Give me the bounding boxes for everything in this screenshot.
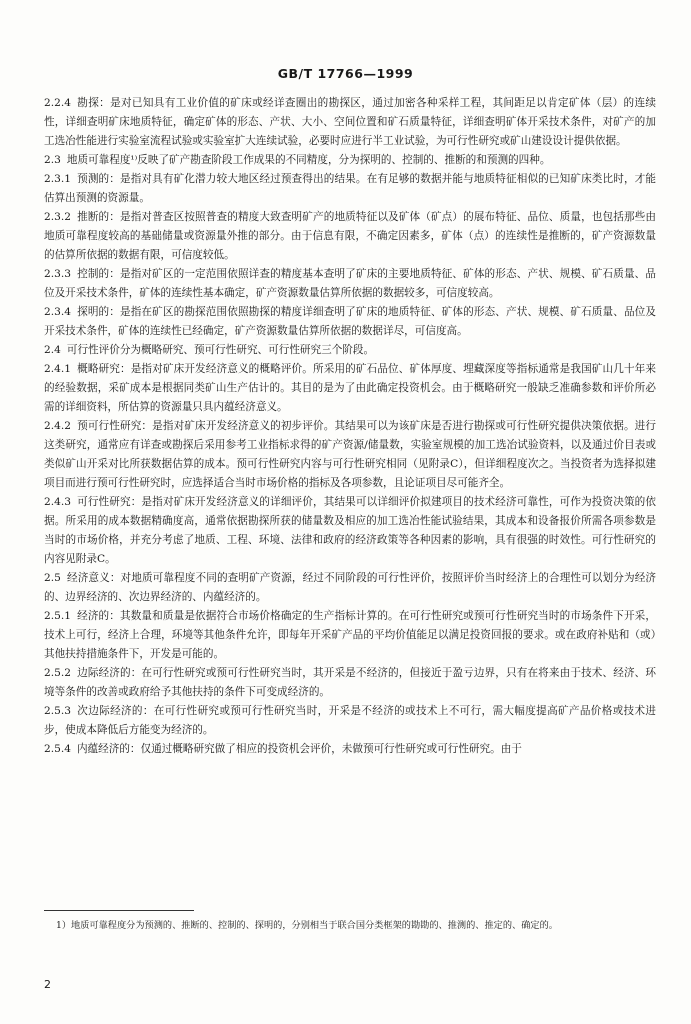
section-text: 预可行性研究：是指对矿床开发经济意义的初步评价。其结果可以为该矿床是否进行勘探或可行性研究提供决策依据。进行这类研究，通常应有详查或勘探后采用参考工业指标求得的矿产资源/储量数，实验室规模的加工选冶试验资料，以及通过价目表或类似矿山开采对比所获数据估算的成本。预可行性研究内容与可行性研究相同（见附录C），但详细程度次之。当投资者为选择拟建项目而进行预可行性研究时，应选择适合当时市场价格的指标及各项参数，且论证项目尽可能齐全。 — [44, 420, 656, 489]
footnote: 1）地质可靠程度分为预测的、推断的、控制的、探明的，分别相当于联合国分类框架的勘勘的、推测的、推定的、确定的。 — [56, 920, 558, 931]
section-paragraph — [44, 607, 656, 664]
section-text: 次边际经济的：在可行性研究或预可行性研究当时，开采是不经济的或技术上不可行，需大幅度提高矿产品价格或技术进步，使成本降低后方能变为经济的。 — [44, 705, 656, 736]
standard-number-header: GB/T 17766—1999 — [277, 66, 414, 81]
section-paragraph — [44, 740, 656, 759]
footnote-divider — [44, 910, 194, 911]
section-paragraph — [44, 94, 656, 151]
section-number: 2.5.1 — [44, 610, 71, 622]
section-text: 地质可靠程度¹⁾反映了矿产勘查阶段工作成果的不同精度，分为探明的、控制的、推断的和预测的四种。 — [66, 154, 551, 166]
section-number: 2.4.1 — [44, 363, 71, 375]
section-number: 2.3.3 — [44, 268, 71, 280]
section-text: 预测的：是指对具有矿化潜力较大地区经过预查得出的结果。在有足够的数据并能与地质特征相似的已知矿床类比时，才能估算出预测的资源量。 — [44, 173, 656, 204]
section-text: 控制的：是指对矿区的一定范围依照详查的精度基本查明了矿床的主要地质特征、矿体的形态、产状、规模、矿石质量、品位及开采技术条件，矿体的连续性基本确定，矿产资源数量估算所依据的数据较多，可信度较高。 — [44, 268, 656, 299]
section-number: 2.4.2 — [44, 420, 71, 432]
section-number: 2.3.4 — [44, 306, 71, 318]
section-text: 可行性研究：是指对矿床开发经济意义的详细评价，其结果可以详细评价拟建项目的技术经济可靠性，可作为投资决策的依据。所采用的成本数据精确度高，通常依据勘探所获的储量数及相应的加工选冶性能试验结果，其成本和设备报价所需各项参数是当时的市场价格，并充分考虑了地质、工程、环境、法律和政府的经济政策等各种因素的影响，具有很强的时效性。可行性研究的内容见附录C。 — [44, 496, 656, 565]
section-paragraph — [44, 664, 656, 702]
section-text: 探明的：是指在矿区的勘探范围依照勘探的精度详细查明了矿床的地质特征、矿体的形态、产状、规模、矿石质量、品位及开采技术条件，矿体的连续性已经确定，矿产资源数量估算所依据的数据详尽，可信度高。 — [44, 306, 656, 337]
section-text: 边际经济的：在可行性研究或预可行性研究当时，其开采是不经济的，但接近于盈亏边界，只有在将来由于技术、经济、环境等条件的改善或政府给予其他扶持的条件下可变成经济的。 — [44, 667, 656, 698]
section-paragraph — [44, 702, 656, 740]
section-number: 2.5 — [44, 572, 61, 584]
section-paragraph — [44, 151, 656, 170]
section-text: 经济的：其数量和质量是依据符合市场价格确定的生产指标计算的。在可行性研究或预可行性研究当时的市场条件下开采，技术上可行，经济上合理，环境等其他条件允许，即每年开采矿产品的平均价值能足以满足投资回报的要求。或在政府补贴和（或）其他扶持措施条件下，开发是可能的。 — [44, 610, 656, 660]
section-text: 勘探：是对已知具有工业价值的矿床或经详查圈出的勘探区，通过加密各种采样工程，其间距足以肯定矿体（层）的连续性，详细查明矿床地质特征，确定矿体的形态、产状、大小、空间位置和矿石质量特征，详细查明矿体开采技术条件，对矿产的加工选冶性能进行实验室流程试验或实验室扩大连续试验，必要时应进行半工业试验，为可行性研究或矿山建设设计提供依据。 — [44, 97, 656, 147]
section-number: 2.3 — [44, 154, 61, 166]
section-number: 2.5.3 — [44, 705, 71, 717]
section-paragraph — [44, 303, 656, 341]
section-paragraph — [44, 360, 656, 417]
section-text: 可行性评价分为概略研究、预可行性研究、可行性研究三个阶段。 — [66, 344, 375, 356]
section-text: 推断的：是指对普查区按照普查的精度大致查明矿产的地质特征以及矿体（矿点）的展布特征、品位、质量，也包括那些由地质可靠程度较高的基础储量或资源量外推的部分。由于信息有限，不确定因素多，矿体（点）的连续性是推断的，矿产资源数量的估算所依据的数据有限，可信度较低。 — [44, 211, 656, 261]
section-number: 2.2.4 — [44, 97, 71, 109]
section-text: 内蕴经济的：仅通过概略研究做了相应的投资机会评价，未做预可行性研究或可行性研究。由于 — [76, 743, 522, 755]
section-paragraph — [44, 417, 656, 493]
section-paragraph — [44, 208, 656, 265]
section-number: 2.3.2 — [44, 211, 71, 223]
page-number: 2 — [44, 978, 51, 991]
section-number: 2.4.3 — [44, 496, 71, 508]
section-text: 概略研究：是指对矿床开发经济意义的概略评价。所采用的矿石品位、矿体厚度、埋藏深度等指标通常是我国矿山几十年来的经验数据，采矿成本是根据同类矿山生产估计的。其目的是为了由此确定投资机会。由于概略研究一般缺乏准确参数和评价所必需的详细资料，所估算的资源量只具内蕴经济意义。 — [44, 363, 656, 413]
section-paragraph — [44, 265, 656, 303]
section-number: 2.5.4 — [44, 743, 71, 755]
section-paragraph — [44, 569, 656, 607]
section-paragraph — [44, 493, 656, 569]
section-number: 2.5.2 — [44, 667, 71, 679]
section-number: 2.4 — [44, 344, 61, 356]
section-text: 经济意义：对地质可靠程度不同的查明矿产资源，经过不同阶段的可行性评价，按照评价当时经济上的合理性可以划分为经济的、边界经济的、次边界经济的、内蕴经济的。 — [44, 572, 656, 603]
section-paragraph — [44, 170, 656, 208]
section-number: 2.3.1 — [44, 173, 71, 185]
document-body — [44, 94, 656, 759]
section-paragraph — [44, 341, 656, 360]
